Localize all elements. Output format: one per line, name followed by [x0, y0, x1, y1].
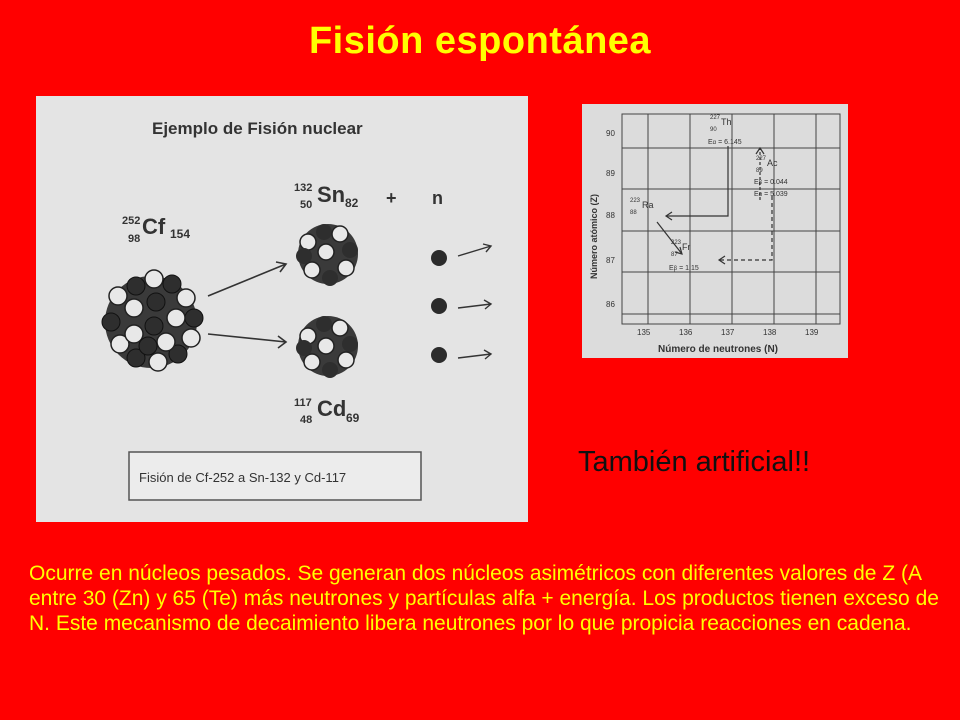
sn-neutrons: 82	[345, 196, 359, 210]
plus-sign: +	[386, 188, 397, 208]
cf-nucleus	[102, 270, 203, 371]
fission-arrows	[208, 262, 286, 348]
x-tick: 135	[637, 328, 651, 337]
ac-mass: 227	[756, 156, 767, 162]
fission-example-figure	[36, 96, 528, 522]
th-z: 90	[710, 127, 717, 133]
ra-symbol: Ra	[642, 200, 654, 210]
neutron-particle	[431, 250, 447, 266]
ra-z: 88	[630, 210, 637, 216]
body-paragraph: Ocurre en núcleos pesados. Se generan dos núcleos asimétricos con diferentes valores de Z (A entre 30 (Zn) y 65 (Te) más neutrones y partículas alfa + energía. Los productos tienen exceso de N. Este mecanismo de decaimiento libera neutrones por lo que propicia reacciones en cadena.	[29, 562, 939, 635]
sn-z: 50	[300, 199, 313, 211]
x-tick: 138	[763, 328, 777, 337]
y-axis-label: Número atómico (Z)	[589, 193, 599, 279]
y-tick: 89	[606, 169, 615, 178]
fr-mass: 223	[671, 240, 682, 246]
decay-chart	[582, 104, 848, 358]
ac-symbol: Ac	[767, 158, 778, 168]
cd-nucleus	[296, 316, 358, 378]
sn-symbol: Sn	[317, 182, 346, 207]
x-tick: 136	[679, 328, 693, 337]
cd-symbol: Cd	[317, 396, 347, 421]
y-tick: 86	[606, 300, 615, 309]
th-mass: 227	[710, 115, 721, 121]
cd-neutrons: 69	[346, 411, 360, 425]
sn-nucleus	[296, 224, 358, 286]
y-tick: 88	[606, 211, 615, 220]
figure-heading: Ejemplo de Fisión nuclear	[152, 119, 363, 138]
y-tick: 87	[606, 256, 615, 265]
x-tick: 137	[721, 328, 735, 337]
figure-caption: Fisión de Cf-252 a Sn-132 y Cd-117	[139, 470, 347, 485]
cd-mass: 117	[294, 397, 312, 409]
fission-diagram	[36, 96, 528, 522]
cf-neutrons: 154	[170, 227, 191, 241]
neutron-particle	[431, 347, 447, 363]
decay-chart-figure	[582, 104, 848, 358]
fr-z: 87	[671, 252, 678, 258]
x-tick: 139	[805, 328, 819, 337]
y-tick: 90	[606, 129, 615, 138]
fr-symbol: Fr	[682, 242, 691, 252]
th-symbol: Th	[721, 117, 732, 127]
page-title: Fisión espontánea	[308, 20, 652, 62]
x-axis-label: Número de neutrones (N)	[658, 344, 779, 355]
decay-arrows	[657, 146, 772, 264]
ac-beta-label: Eβ = 0.044	[754, 179, 788, 186]
ra-mass: 223	[630, 198, 641, 204]
th-energy-label: Eα = 6.145	[708, 139, 742, 146]
cf-mass: 252	[122, 215, 141, 227]
cf-symbol: Cf	[142, 214, 166, 239]
cf-z: 98	[128, 233, 141, 245]
ac-alpha-label: Eα = 5.039	[754, 191, 788, 198]
neutrons	[431, 244, 491, 363]
neutron-particle	[431, 298, 447, 314]
fr-energy-label: Eβ = 1.15	[669, 265, 699, 272]
sn-mass: 132	[294, 182, 313, 194]
neutron-label: n	[432, 188, 443, 208]
ac-z: 89	[756, 168, 763, 174]
extra-note: También artificial!!	[578, 446, 811, 478]
cd-z: 48	[300, 414, 313, 426]
